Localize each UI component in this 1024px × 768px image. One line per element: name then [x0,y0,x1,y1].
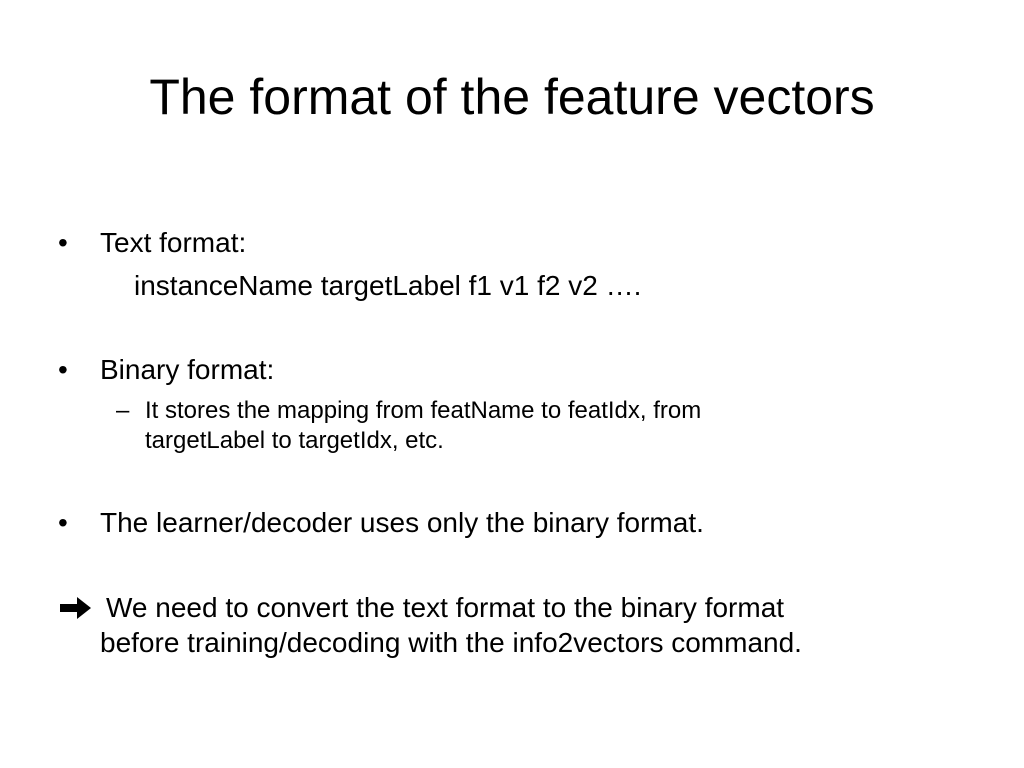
bullet-marker: • [58,227,68,258]
binary-format-detail-line-2: targetLabel to targetIdx, etc. [145,427,444,454]
conclusion-line-2: before training/decoding with the info2vectors command. [100,627,802,658]
binary-format-detail-line-1: It stores the mapping from featName to featIdx, from [145,397,702,424]
bullet-learner-decoder: The learner/decoder uses only the binary format. [100,507,704,538]
text-format-detail: instanceName targetLabel f1 v1 f2 v2 …. [134,270,642,301]
right-arrow-icon [60,595,92,621]
sub-bullet-marker: – [116,397,130,424]
bullet-text-format: Text format: [100,227,247,258]
slide-title: The format of the feature vectors [149,69,875,125]
bullet-marker: • [58,507,68,538]
bullet-marker: • [58,354,68,385]
bullet-binary-format: Binary format: [100,354,275,385]
conclusion-line-1: We need to convert the text format to the binary format [106,592,785,623]
